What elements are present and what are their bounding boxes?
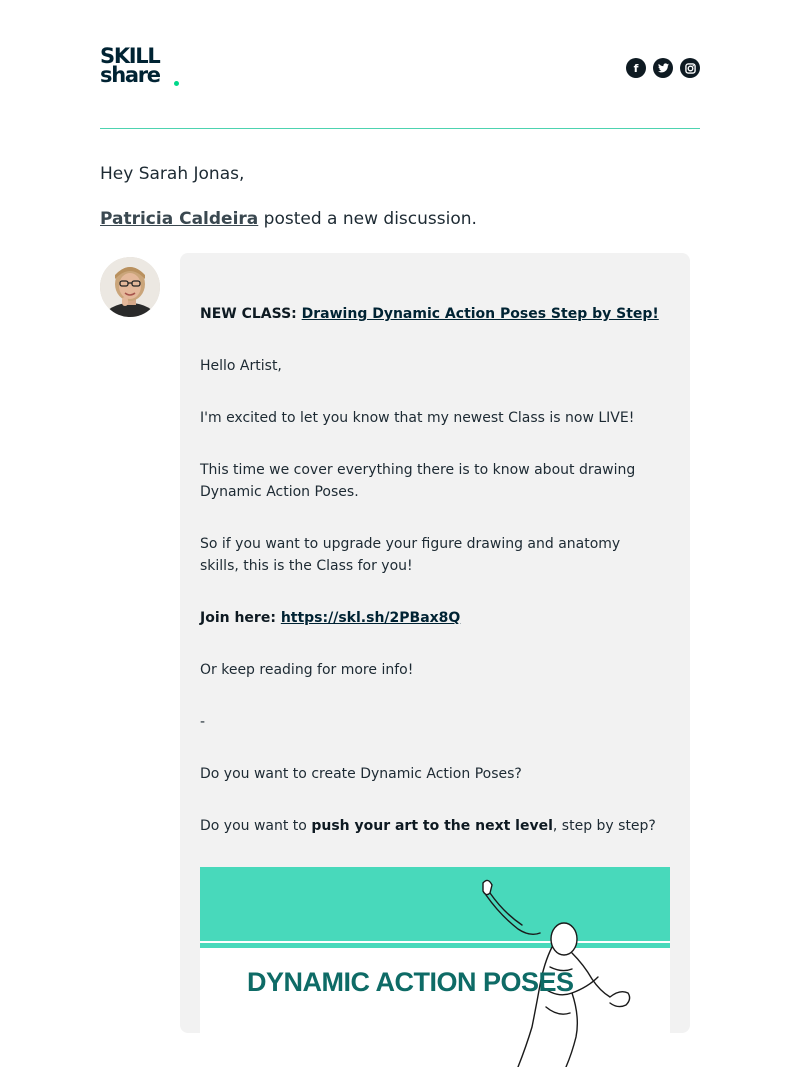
paragraph-cover: This time we cover everything there is to know about drawing Dynamic Action Poses. xyxy=(200,462,636,500)
join-label: Join here: xyxy=(200,610,281,626)
join-line xyxy=(200,607,660,629)
avatar-portrait xyxy=(100,257,160,317)
twitter-icon[interactable] xyxy=(653,58,673,78)
posted-line xyxy=(100,209,477,229)
twitter-bird-glyph xyxy=(658,63,669,73)
banner-graphic xyxy=(200,867,670,1067)
author-avatar[interactable] xyxy=(100,257,160,317)
join-link[interactable]: https://skl.sh/2PBax8Q xyxy=(280,610,461,626)
new-class-line xyxy=(200,303,660,325)
new-class-label: NEW CLASS: xyxy=(200,306,302,322)
question-next-level xyxy=(200,815,660,837)
banner-title-text: DYNAMIC ACTION POSES xyxy=(247,967,574,997)
hello-text: Hello Artist, xyxy=(200,358,282,374)
paragraph-upgrade: So if you want to upgrade your figure drawing and anatomy skills, this is the Class for you! xyxy=(200,536,621,574)
q2-before: Do you want to xyxy=(200,818,312,834)
author-link[interactable]: Patricia Caldeira xyxy=(100,209,259,229)
q2-bold: push your art to the next level xyxy=(311,818,553,834)
class-title-link[interactable]: Drawing Dynamic Action Poses Step by Step! xyxy=(301,306,659,322)
facebook-icon[interactable]: f xyxy=(626,58,646,78)
instagram-icon[interactable] xyxy=(680,58,700,78)
dash-separator: - xyxy=(200,714,206,730)
instagram-camera-glyph xyxy=(685,63,696,74)
logo-top-text: SKILL xyxy=(100,44,160,68)
paragraph-keep-reading: Or keep reading for more info! xyxy=(200,662,414,678)
posted-text: posted a new discussion. xyxy=(258,209,477,229)
question-dynamic: Do you want to create Dynamic Action Poses? xyxy=(200,766,522,782)
skillshare-logo[interactable] xyxy=(100,44,180,89)
logo-bottom-text: share xyxy=(100,63,160,87)
q2-after: , step by step? xyxy=(552,818,656,834)
header-divider xyxy=(100,128,700,129)
greeting-text: Hey Sarah Jonas, xyxy=(100,164,245,184)
logo-dot xyxy=(174,81,179,86)
paragraph-live: I'm excited to let you know that my newest Class is now LIVE! xyxy=(200,410,635,426)
social-links xyxy=(626,58,700,78)
class-banner-image[interactable] xyxy=(200,867,670,1067)
discussion-card xyxy=(180,253,690,1033)
